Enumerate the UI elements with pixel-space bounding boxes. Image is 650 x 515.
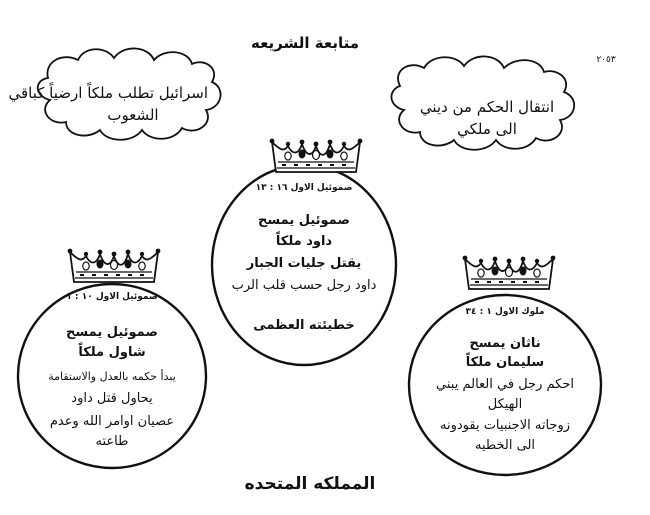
center-line-2: داود ملكاً: [275, 234, 333, 249]
right-line-5: زوجاته الاجنبيات يقودونه: [440, 418, 570, 433]
left-reference: صموئيل الاول ١٠ : ١: [66, 292, 158, 302]
left-line-2: شاول ملكاً: [78, 345, 146, 360]
left-line-1: صموئيل يمسح: [66, 325, 158, 340]
right-reference: ملوك الاول ١ : ٣٤: [465, 307, 545, 317]
center-line-5: خطيئته العظمى: [253, 318, 355, 333]
left-line-6: طاعته: [95, 434, 129, 449]
right-line-4: الهيكل: [487, 397, 523, 412]
center-line-3: يقتل جليات الجبار: [246, 256, 362, 271]
center-reference: صموئيل الاول ١٦ : ١٣: [255, 183, 353, 193]
right-line-2: سليمان ملكاً: [465, 355, 545, 370]
crown-left-icon: [68, 249, 161, 282]
cloud-left-line-1: اسرائيل تطلب ملكاً ارضياً كباقي: [8, 84, 208, 102]
footer-title: المملكه المتحده: [244, 474, 376, 494]
cloud-left-line-2: الشعوب: [107, 106, 159, 124]
crown-center-icon: [270, 139, 363, 172]
left-line-4: يحاول قتل داود: [71, 391, 153, 406]
cloud-right-line-1: انتقال الحكم من ديني: [419, 98, 555, 116]
crown-right-icon: [463, 256, 556, 289]
page-title: متابعة الشريعه: [250, 34, 360, 52]
page-number: ٢٠٥٣: [596, 55, 616, 65]
right-line-1: ناثان يمسح: [469, 336, 541, 351]
left-line-5: عصيان اوامر الله وعدم: [49, 414, 175, 429]
center-line-4: داود رجل حسب قلب الرب: [231, 278, 377, 293]
center-line-1: صموئيل يمسح: [258, 213, 350, 228]
right-line-3: احكم رجل في العالم يبني: [436, 377, 574, 392]
left-line-3: يبدأ حكمه بالعدل والاستقامة: [48, 370, 176, 383]
right-line-6: الى الخطيه: [474, 438, 536, 453]
cloud-right-line-2: الى ملكي: [457, 120, 517, 138]
